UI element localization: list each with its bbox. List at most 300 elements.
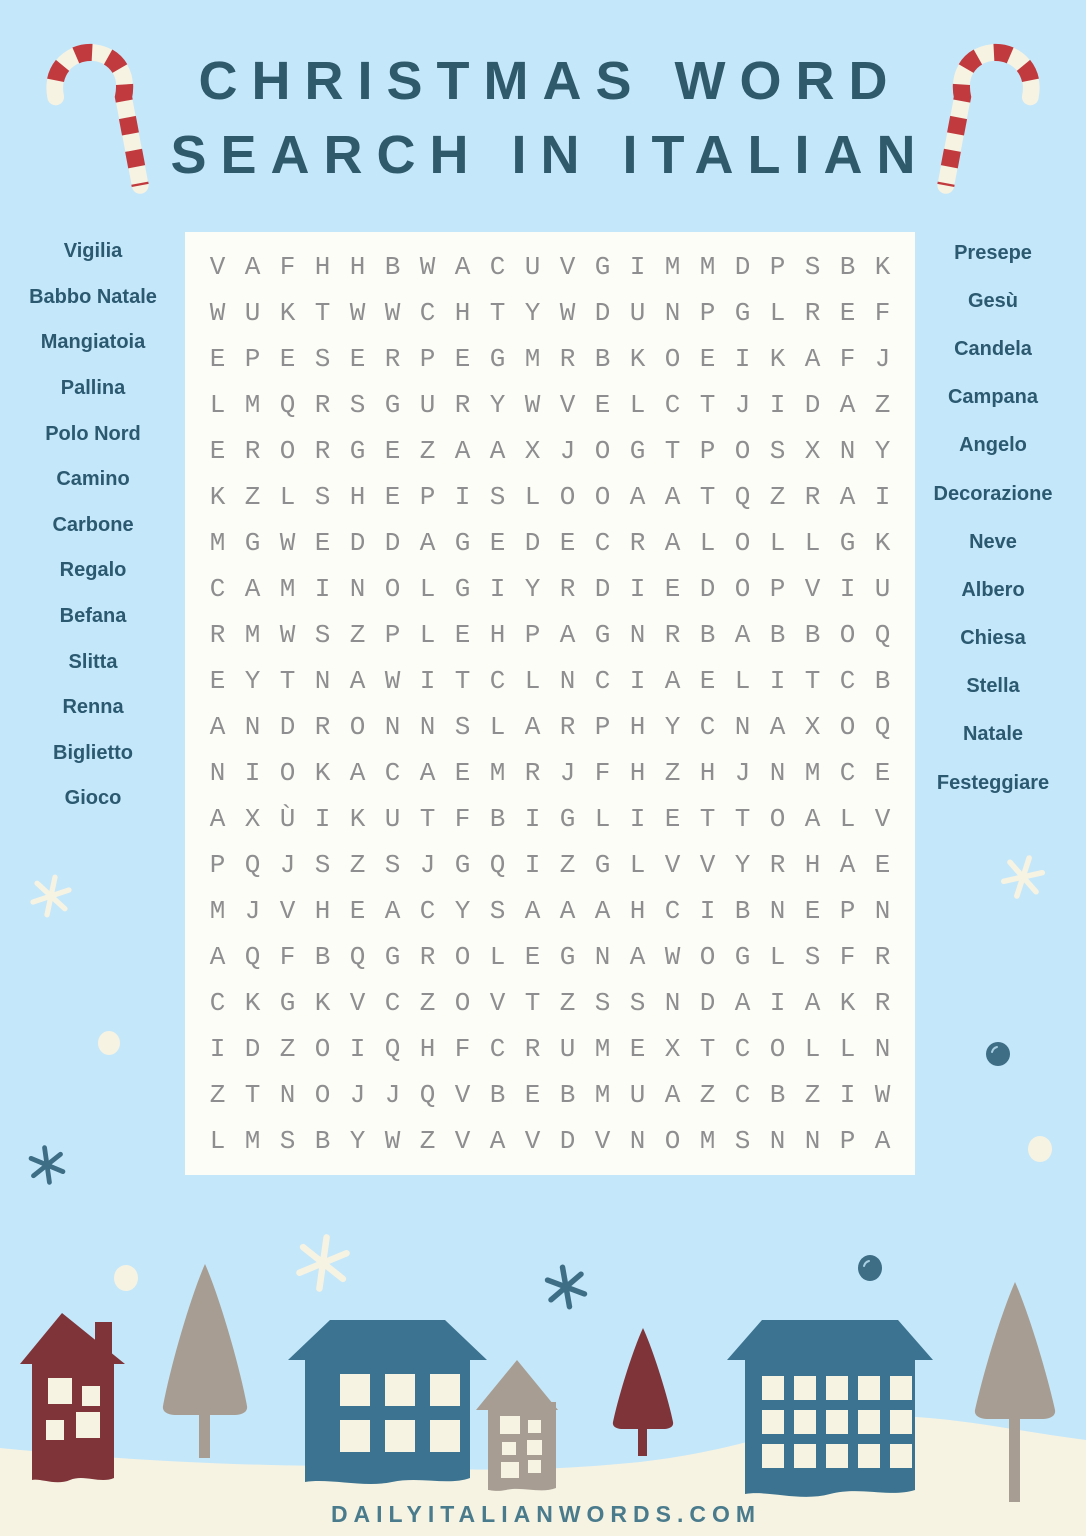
word-item[interactable]: Albero bbox=[961, 578, 1025, 601]
grid-cell[interactable]: Z bbox=[419, 1126, 436, 1156]
grid-cell[interactable]: H bbox=[419, 1034, 436, 1064]
grid-cell[interactable]: L bbox=[839, 1034, 856, 1064]
grid-cell[interactable]: B bbox=[314, 1126, 331, 1156]
grid-cell[interactable]: N bbox=[314, 666, 331, 696]
grid-cell[interactable]: Q bbox=[489, 850, 506, 880]
grid-cell[interactable]: Z bbox=[769, 482, 786, 512]
word-item[interactable]: Regalo bbox=[59, 559, 127, 582]
grid-cell[interactable]: T bbox=[804, 666, 821, 696]
grid-cell[interactable]: I bbox=[629, 804, 646, 834]
grid-cell[interactable]: C bbox=[664, 896, 681, 926]
grid-cell[interactable]: A bbox=[384, 896, 401, 926]
grid-cell[interactable]: I bbox=[629, 574, 646, 604]
grid-cell[interactable]: O bbox=[839, 620, 856, 650]
grid-cell[interactable]: E bbox=[314, 528, 331, 558]
grid-cell[interactable]: J bbox=[419, 850, 436, 880]
grid-cell[interactable]: I bbox=[524, 804, 541, 834]
grid-cell[interactable]: Q bbox=[384, 1034, 401, 1064]
grid-cell[interactable]: Y bbox=[664, 712, 681, 742]
grid-cell[interactable]: N bbox=[874, 896, 891, 926]
grid-cell[interactable]: R bbox=[419, 942, 436, 972]
word-item[interactable]: Biglietto bbox=[53, 741, 133, 764]
grid-cell[interactable]: X bbox=[244, 804, 261, 834]
grid-cell[interactable]: Z bbox=[804, 1080, 821, 1110]
grid-cell[interactable]: E bbox=[209, 436, 226, 466]
grid-cell[interactable]: A bbox=[454, 436, 471, 466]
grid-cell[interactable]: R bbox=[314, 390, 331, 420]
grid-cell[interactable]: V bbox=[349, 988, 366, 1018]
grid-cell[interactable]: Q bbox=[279, 390, 296, 420]
grid-cell[interactable]: I bbox=[524, 850, 541, 880]
grid-cell[interactable]: S bbox=[454, 712, 471, 742]
grid-cell[interactable]: C bbox=[489, 1034, 506, 1064]
grid-cell[interactable]: H bbox=[629, 712, 646, 742]
grid-cell[interactable]: I bbox=[349, 1034, 366, 1064]
grid-cell[interactable]: R bbox=[804, 298, 821, 328]
grid-cell[interactable]: J bbox=[874, 344, 891, 374]
grid-cell[interactable]: R bbox=[559, 344, 576, 374]
grid-cell[interactable]: P bbox=[839, 896, 856, 926]
grid-cell[interactable]: J bbox=[349, 1080, 366, 1110]
grid-cell[interactable]: W bbox=[279, 528, 296, 558]
grid-cell[interactable]: K bbox=[209, 482, 226, 512]
grid-cell[interactable]: J bbox=[559, 758, 576, 788]
grid-cell[interactable]: E bbox=[384, 482, 401, 512]
grid-cell[interactable]: I bbox=[244, 758, 261, 788]
grid-cell[interactable]: N bbox=[769, 758, 786, 788]
grid-cell[interactable]: G bbox=[384, 942, 401, 972]
grid-cell[interactable]: N bbox=[349, 574, 366, 604]
grid-cell[interactable]: A bbox=[839, 482, 856, 512]
grid-cell[interactable]: H bbox=[314, 896, 331, 926]
grid-cell[interactable]: E bbox=[209, 344, 226, 374]
grid-cell[interactable]: K bbox=[314, 988, 331, 1018]
word-item[interactable]: Vigilia bbox=[63, 240, 123, 263]
grid-cell[interactable]: A bbox=[349, 758, 366, 788]
word-item[interactable]: Neve bbox=[969, 530, 1017, 553]
grid-cell[interactable]: N bbox=[769, 1126, 786, 1156]
grid-cell[interactable]: I bbox=[874, 482, 891, 512]
grid-cell[interactable]: T bbox=[699, 390, 716, 420]
grid-cell[interactable]: I bbox=[314, 574, 331, 604]
grid-cell[interactable]: N bbox=[664, 988, 681, 1018]
word-item[interactable]: Chiesa bbox=[960, 627, 1026, 650]
grid-cell[interactable]: G bbox=[454, 574, 471, 604]
grid-cell[interactable]: J bbox=[279, 850, 296, 880]
grid-cell[interactable]: C bbox=[489, 666, 506, 696]
grid-cell[interactable]: L bbox=[804, 528, 821, 558]
grid-cell[interactable]: O bbox=[279, 436, 296, 466]
grid-cell[interactable]: K bbox=[349, 804, 366, 834]
grid-cell[interactable]: H bbox=[314, 252, 331, 282]
grid-cell[interactable]: F bbox=[874, 298, 891, 328]
grid-cell[interactable]: E bbox=[664, 574, 681, 604]
grid-cell[interactable]: B bbox=[384, 252, 401, 282]
word-item[interactable]: Camino bbox=[56, 468, 130, 491]
grid-cell[interactable]: V bbox=[559, 252, 576, 282]
word-item[interactable]: Presepe bbox=[954, 241, 1032, 264]
grid-cell[interactable]: M bbox=[594, 1034, 611, 1064]
grid-cell[interactable]: O bbox=[769, 1034, 786, 1064]
grid-cell[interactable]: G bbox=[734, 942, 751, 972]
grid-cell[interactable]: O bbox=[384, 574, 401, 604]
grid-cell[interactable]: S bbox=[594, 988, 611, 1018]
grid-cell[interactable]: B bbox=[594, 344, 611, 374]
grid-cell[interactable]: D bbox=[349, 528, 366, 558]
grid-cell[interactable]: S bbox=[279, 1126, 296, 1156]
grid-cell[interactable]: A bbox=[629, 482, 646, 512]
grid-cell[interactable]: F bbox=[454, 1034, 471, 1064]
grid-cell[interactable]: Y bbox=[489, 390, 506, 420]
grid-cell[interactable]: F bbox=[839, 344, 856, 374]
grid-cell[interactable]: K bbox=[244, 988, 261, 1018]
grid-cell[interactable]: N bbox=[384, 712, 401, 742]
grid-cell[interactable]: I bbox=[839, 574, 856, 604]
grid-cell[interactable]: A bbox=[664, 482, 681, 512]
grid-cell[interactable]: M bbox=[244, 620, 261, 650]
grid-cell[interactable]: P bbox=[699, 436, 716, 466]
grid-cell[interactable]: I bbox=[769, 988, 786, 1018]
grid-cell[interactable]: A bbox=[664, 528, 681, 558]
grid-cell[interactable]: M bbox=[594, 1080, 611, 1110]
grid-cell[interactable]: W bbox=[874, 1080, 891, 1110]
grid-cell[interactable]: T bbox=[524, 988, 541, 1018]
grid-cell[interactable]: H bbox=[699, 758, 716, 788]
grid-cell[interactable]: A bbox=[559, 896, 576, 926]
grid-cell[interactable]: S bbox=[314, 344, 331, 374]
grid-cell[interactable]: R bbox=[804, 482, 821, 512]
grid-cell[interactable]: O bbox=[454, 942, 471, 972]
grid-cell[interactable]: E bbox=[349, 896, 366, 926]
grid-cell[interactable]: T bbox=[454, 666, 471, 696]
grid-cell[interactable]: U bbox=[244, 298, 261, 328]
grid-cell[interactable]: C bbox=[209, 988, 226, 1018]
grid-cell[interactable]: S bbox=[349, 390, 366, 420]
grid-cell[interactable]: P bbox=[419, 344, 436, 374]
grid-cell[interactable]: N bbox=[279, 1080, 296, 1110]
word-item[interactable]: Campana bbox=[947, 386, 1039, 409]
grid-cell[interactable]: K bbox=[279, 298, 296, 328]
grid-cell[interactable]: S bbox=[734, 1126, 751, 1156]
grid-cell[interactable]: P bbox=[594, 712, 611, 742]
grid-cell[interactable]: O bbox=[839, 712, 856, 742]
grid-cell[interactable]: C bbox=[489, 252, 506, 282]
grid-cell[interactable]: I bbox=[454, 482, 471, 512]
grid-cell[interactable]: C bbox=[839, 666, 856, 696]
grid-cell[interactable]: L bbox=[209, 1126, 226, 1156]
grid-cell[interactable]: D bbox=[244, 1034, 261, 1064]
grid-cell[interactable]: D bbox=[559, 1126, 576, 1156]
grid-cell[interactable]: L bbox=[279, 482, 296, 512]
grid-cell[interactable]: O bbox=[594, 436, 611, 466]
grid-cell[interactable]: O bbox=[314, 1034, 331, 1064]
grid-cell[interactable]: W bbox=[349, 298, 366, 328]
grid-cell[interactable]: L bbox=[769, 528, 786, 558]
grid-cell[interactable]: L bbox=[734, 666, 751, 696]
grid-cell[interactable]: F bbox=[839, 942, 856, 972]
grid-cell[interactable]: S bbox=[804, 252, 821, 282]
grid-cell[interactable]: S bbox=[384, 850, 401, 880]
grid-cell[interactable]: U bbox=[629, 298, 646, 328]
grid-cell[interactable]: F bbox=[454, 804, 471, 834]
grid-cell[interactable]: A bbox=[244, 252, 261, 282]
grid-cell[interactable]: K bbox=[874, 252, 891, 282]
grid-cell[interactable]: E bbox=[664, 804, 681, 834]
grid-cell[interactable]: Q bbox=[349, 942, 366, 972]
grid-cell[interactable]: I bbox=[769, 666, 786, 696]
grid-cell[interactable]: S bbox=[489, 482, 506, 512]
grid-cell[interactable]: E bbox=[594, 390, 611, 420]
grid-cell[interactable]: Z bbox=[664, 758, 681, 788]
grid-cell[interactable]: L bbox=[769, 942, 786, 972]
grid-cell[interactable]: E bbox=[349, 344, 366, 374]
grid-cell[interactable]: W bbox=[279, 620, 296, 650]
grid-cell[interactable]: G bbox=[734, 298, 751, 328]
grid-cell[interactable]: N bbox=[559, 666, 576, 696]
grid-cell[interactable]: C bbox=[384, 988, 401, 1018]
grid-cell[interactable]: B bbox=[559, 1080, 576, 1110]
grid-cell[interactable]: L bbox=[804, 1034, 821, 1064]
grid-cell[interactable]: A bbox=[839, 850, 856, 880]
grid-cell[interactable]: E bbox=[874, 758, 891, 788]
grid-cell[interactable]: I bbox=[419, 666, 436, 696]
word-item[interactable]: Decorazione bbox=[933, 482, 1053, 505]
grid-cell[interactable]: E bbox=[839, 298, 856, 328]
grid-cell[interactable]: A bbox=[734, 988, 751, 1018]
grid-cell[interactable]: X bbox=[524, 436, 541, 466]
grid-cell[interactable]: C bbox=[734, 1080, 751, 1110]
grid-cell[interactable]: N bbox=[769, 896, 786, 926]
grid-cell[interactable]: R bbox=[314, 712, 331, 742]
grid-cell[interactable]: L bbox=[629, 390, 646, 420]
grid-cell[interactable]: B bbox=[699, 620, 716, 650]
grid-cell[interactable]: I bbox=[209, 1034, 226, 1064]
grid-cell[interactable]: U bbox=[524, 252, 541, 282]
grid-cell[interactable]: A bbox=[664, 1080, 681, 1110]
grid-cell[interactable]: T bbox=[419, 804, 436, 834]
grid-cell[interactable]: G bbox=[384, 390, 401, 420]
grid-cell[interactable]: E bbox=[454, 344, 471, 374]
word-item[interactable]: Candela bbox=[954, 337, 1032, 360]
grid-cell[interactable]: Y bbox=[349, 1126, 366, 1156]
grid-cell[interactable]: G bbox=[559, 942, 576, 972]
grid-cell[interactable]: G bbox=[559, 804, 576, 834]
grid-cell[interactable]: A bbox=[804, 804, 821, 834]
grid-cell[interactable]: A bbox=[559, 620, 576, 650]
grid-cell[interactable]: R bbox=[559, 712, 576, 742]
grid-cell[interactable]: V bbox=[454, 1080, 471, 1110]
grid-cell[interactable]: L bbox=[489, 942, 506, 972]
grid-cell[interactable]: P bbox=[769, 252, 786, 282]
grid-cell[interactable]: B bbox=[839, 252, 856, 282]
grid-cell[interactable]: W bbox=[419, 252, 436, 282]
grid-cell[interactable]: C bbox=[419, 896, 436, 926]
grid-cell[interactable]: A bbox=[524, 712, 541, 742]
grid-cell[interactable]: A bbox=[209, 804, 226, 834]
grid-cell[interactable]: T bbox=[734, 804, 751, 834]
grid-cell[interactable]: U bbox=[419, 390, 436, 420]
grid-cell[interactable]: B bbox=[489, 804, 506, 834]
grid-cell[interactable]: D bbox=[279, 712, 296, 742]
grid-cell[interactable]: G bbox=[454, 528, 471, 558]
grid-cell[interactable]: E bbox=[629, 1034, 646, 1064]
grid-cell[interactable]: T bbox=[314, 298, 331, 328]
grid-cell[interactable]: B bbox=[734, 896, 751, 926]
grid-cell[interactable]: N bbox=[664, 298, 681, 328]
grid-cell[interactable]: U bbox=[874, 574, 891, 604]
grid-cell[interactable]: Z bbox=[419, 436, 436, 466]
grid-cell[interactable]: V bbox=[279, 896, 296, 926]
grid-cell[interactable]: E bbox=[454, 620, 471, 650]
grid-cell[interactable]: R bbox=[209, 620, 226, 650]
grid-cell[interactable]: O bbox=[734, 528, 751, 558]
grid-cell[interactable]: L bbox=[209, 390, 226, 420]
word-item[interactable]: Angelo bbox=[959, 434, 1027, 457]
grid-cell[interactable]: F bbox=[279, 252, 296, 282]
grid-cell[interactable]: V bbox=[699, 850, 716, 880]
grid-cell[interactable]: T bbox=[279, 666, 296, 696]
grid-cell[interactable]: R bbox=[384, 344, 401, 374]
grid-cell[interactable]: P bbox=[419, 482, 436, 512]
grid-cell[interactable]: Z bbox=[419, 988, 436, 1018]
grid-cell[interactable]: H bbox=[629, 758, 646, 788]
grid-cell[interactable]: V bbox=[874, 804, 891, 834]
grid-cell[interactable]: X bbox=[664, 1034, 681, 1064]
grid-cell[interactable]: R bbox=[244, 436, 261, 466]
grid-cell[interactable]: O bbox=[349, 712, 366, 742]
grid-cell[interactable]: O bbox=[279, 758, 296, 788]
grid-cell[interactable]: X bbox=[804, 712, 821, 742]
grid-cell[interactable]: I bbox=[489, 574, 506, 604]
grid-cell[interactable]: Ù bbox=[279, 804, 296, 834]
word-item[interactable]: Pallina bbox=[60, 377, 126, 400]
grid-cell[interactable]: M bbox=[524, 344, 541, 374]
grid-cell[interactable]: Q bbox=[734, 482, 751, 512]
grid-cell[interactable]: Y bbox=[244, 666, 261, 696]
grid-cell[interactable]: E bbox=[699, 666, 716, 696]
grid-cell[interactable]: M bbox=[804, 758, 821, 788]
grid-cell[interactable]: A bbox=[489, 1126, 506, 1156]
grid-cell[interactable]: G bbox=[594, 252, 611, 282]
grid-cell[interactable]: O bbox=[734, 436, 751, 466]
grid-cell[interactable]: A bbox=[594, 896, 611, 926]
grid-cell[interactable]: A bbox=[629, 942, 646, 972]
grid-cell[interactable]: G bbox=[349, 436, 366, 466]
grid-cell[interactable]: N bbox=[629, 1126, 646, 1156]
grid-cell[interactable]: N bbox=[874, 1034, 891, 1064]
grid-cell[interactable]: I bbox=[734, 344, 751, 374]
grid-cell[interactable]: C bbox=[594, 528, 611, 558]
grid-cell[interactable]: Y bbox=[524, 298, 541, 328]
grid-cell[interactable]: N bbox=[839, 436, 856, 466]
grid-cell[interactable]: E bbox=[524, 942, 541, 972]
grid-cell[interactable]: S bbox=[804, 942, 821, 972]
grid-cell[interactable]: A bbox=[839, 390, 856, 420]
grid-cell[interactable]: L bbox=[524, 482, 541, 512]
grid-cell[interactable]: R bbox=[454, 390, 471, 420]
grid-cell[interactable]: A bbox=[419, 528, 436, 558]
grid-cell[interactable]: J bbox=[734, 390, 751, 420]
word-item[interactable]: Natale bbox=[962, 723, 1024, 746]
grid-cell[interactable]: P bbox=[839, 1126, 856, 1156]
grid-cell[interactable]: C bbox=[734, 1034, 751, 1064]
grid-cell[interactable]: Z bbox=[279, 1034, 296, 1064]
grid-cell[interactable]: V bbox=[454, 1126, 471, 1156]
grid-cell[interactable]: H bbox=[349, 252, 366, 282]
grid-cell[interactable]: S bbox=[314, 620, 331, 650]
grid-cell[interactable]: C bbox=[209, 574, 226, 604]
grid-cell[interactable]: A bbox=[489, 436, 506, 466]
grid-cell[interactable]: H bbox=[804, 850, 821, 880]
grid-cell[interactable]: W bbox=[384, 298, 401, 328]
grid-cell[interactable]: D bbox=[594, 298, 611, 328]
grid-cell[interactable]: V bbox=[664, 850, 681, 880]
grid-cell[interactable]: A bbox=[804, 988, 821, 1018]
grid-cell[interactable]: A bbox=[209, 712, 226, 742]
grid-cell[interactable]: C bbox=[664, 390, 681, 420]
grid-cell[interactable]: G bbox=[629, 436, 646, 466]
grid-cell[interactable]: E bbox=[279, 344, 296, 374]
grid-cell[interactable]: U bbox=[559, 1034, 576, 1064]
grid-cell[interactable]: I bbox=[699, 896, 716, 926]
grid-cell[interactable]: Z bbox=[349, 850, 366, 880]
grid-cell[interactable]: O bbox=[664, 344, 681, 374]
grid-cell[interactable]: K bbox=[874, 528, 891, 558]
grid-cell[interactable]: S bbox=[314, 850, 331, 880]
grid-cell[interactable]: K bbox=[769, 344, 786, 374]
grid-cell[interactable]: O bbox=[314, 1080, 331, 1110]
grid-cell[interactable]: Q bbox=[874, 620, 891, 650]
grid-cell[interactable]: P bbox=[524, 620, 541, 650]
grid-cell[interactable]: N bbox=[419, 712, 436, 742]
grid-cell[interactable]: F bbox=[279, 942, 296, 972]
grid-cell[interactable]: C bbox=[839, 758, 856, 788]
word-item[interactable]: Carbone bbox=[52, 513, 134, 536]
word-item[interactable]: Befana bbox=[59, 605, 127, 628]
grid-cell[interactable]: V bbox=[559, 390, 576, 420]
grid-cell[interactable]: T bbox=[244, 1080, 261, 1110]
grid-cell[interactable]: Y bbox=[454, 896, 471, 926]
grid-cell[interactable]: R bbox=[664, 620, 681, 650]
grid-cell[interactable]: A bbox=[349, 666, 366, 696]
word-item[interactable]: Slitta bbox=[68, 650, 118, 673]
grid-cell[interactable]: Q bbox=[244, 942, 261, 972]
word-item[interactable]: Mangiatoia bbox=[40, 331, 146, 354]
grid-cell[interactable]: I bbox=[769, 390, 786, 420]
grid-cell[interactable]: K bbox=[314, 758, 331, 788]
grid-cell[interactable]: V bbox=[804, 574, 821, 604]
grid-cell[interactable]: P bbox=[209, 850, 226, 880]
grid-cell[interactable]: W bbox=[524, 390, 541, 420]
grid-cell[interactable]: G bbox=[489, 344, 506, 374]
grid-cell[interactable]: M bbox=[279, 574, 296, 604]
grid-cell[interactable]: E bbox=[804, 896, 821, 926]
grid-cell[interactable]: W bbox=[559, 298, 576, 328]
grid-cell[interactable]: V bbox=[209, 252, 226, 282]
grid-cell[interactable]: P bbox=[699, 298, 716, 328]
grid-cell[interactable]: R bbox=[524, 758, 541, 788]
grid-cell[interactable]: J bbox=[244, 896, 261, 926]
grid-cell[interactable]: L bbox=[524, 666, 541, 696]
grid-cell[interactable]: A bbox=[769, 712, 786, 742]
grid-cell[interactable]: B bbox=[489, 1080, 506, 1110]
grid-cell[interactable]: O bbox=[699, 942, 716, 972]
grid-cell[interactable]: I bbox=[314, 804, 331, 834]
grid-cell[interactable]: K bbox=[839, 988, 856, 1018]
grid-cell[interactable]: L bbox=[629, 850, 646, 880]
grid-cell[interactable]: Z bbox=[699, 1080, 716, 1110]
grid-cell[interactable]: M bbox=[244, 390, 261, 420]
